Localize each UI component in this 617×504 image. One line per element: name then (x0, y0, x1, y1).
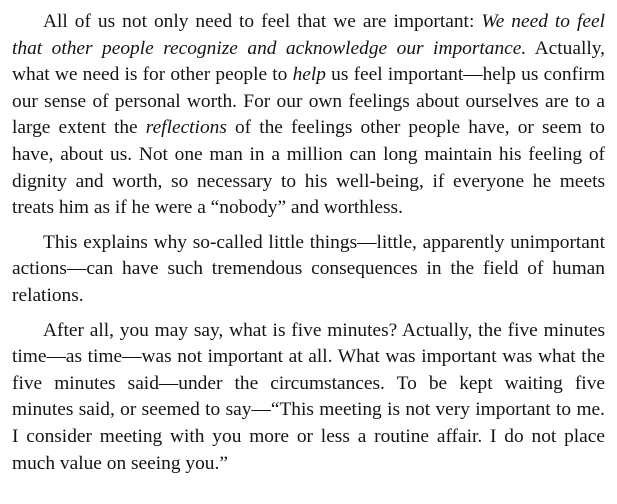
paragraph-1 (12, 9, 605, 222)
italic-text-run: We need to feel that other people recognize and acknowledge our importance. (12, 11, 605, 59)
italic-text-run: help (292, 64, 326, 86)
paragraph-2 (12, 230, 605, 310)
text-run: This explains why so-called little things—little, apparently unimportant actions—can have such tremendous consequences in the field of human relations. (12, 231, 605, 306)
text-run: us feel important—help us confirm our sense of personal worth. For our own feelings about ourselves are to a large extent the (12, 64, 605, 139)
text-run: All of us not only need to feel that we are important: (43, 11, 482, 32)
text-run: of the feelings other people have, or seem to have, about us. Not one man in a million can long maintain his feeling of dignity and worth, so necessary to his well-being, if everyone he meets treats him as if he were a “nobody” and worthless. (12, 117, 605, 219)
document-page (12, 9, 605, 477)
paragraph-3 (12, 318, 605, 478)
text-run: After all, you may say, what is five minutes? Actually, the five minutes time—as time—was not important at all. What was important was what the five minutes said—under the circumstances. To be kept waiting five minutes said, or seemed to say—“This meeting is not very important to me. I consider meeting with you more or less a routine affair. I do not place much value on seeing you.” (12, 319, 605, 474)
italic-text-run: reflections (145, 117, 227, 139)
text-run: Actually, what we need is for other people to (12, 37, 606, 86)
